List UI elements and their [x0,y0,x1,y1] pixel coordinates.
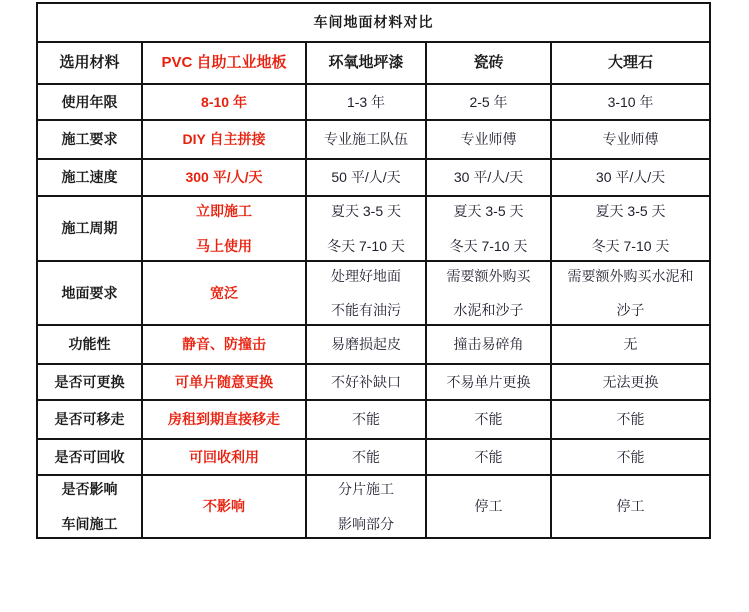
cell-line: 可回收利用 [189,448,259,465]
table-row [37,84,710,120]
header-pvc-floor: PVC 自助工业地板 [142,42,306,84]
cell-line: 不能 [474,448,503,465]
cell-epoxy [306,196,426,261]
cell-line: 不能 [352,448,380,465]
cell-line: 车间施工 [61,515,118,532]
cell-tile [426,475,551,538]
cell-line: 宽泛 [210,284,238,301]
cell-pvc [142,196,306,261]
cell-line: 不能 [616,448,645,465]
cell-line: 水泥和沙子 [453,302,524,318]
cell-pvc [142,475,306,538]
cell-line: 是否可回收 [54,448,125,465]
row-label [37,400,142,439]
header-ceramic-tile: 瓷砖 [426,42,551,84]
cell-epoxy [306,475,426,538]
cell-marble [551,196,710,261]
row-label [37,84,142,120]
cell-line: 是否影响 [61,481,118,498]
cell-pvc [142,400,306,439]
table-row [37,439,710,475]
cell-line: 影响部分 [338,515,394,532]
cell-epoxy [306,400,426,439]
cell-epoxy [306,120,426,159]
cell-epoxy [306,364,426,400]
cell-line: 停工 [474,498,503,515]
cell-line: 30 平/人/天 [453,169,524,186]
cell-tile [426,325,551,364]
cell-line: 无法更换 [602,373,659,390]
cell-epoxy [306,159,426,196]
cell-marble [551,364,710,400]
cell-tile [426,159,551,196]
header-epoxy-paint: 环氧地坪漆 [306,42,426,84]
cell-line: 专业师傅 [602,131,659,148]
cell-line: 施工要求 [61,131,118,148]
cell-pvc [142,325,306,364]
cell-line: 无 [623,336,638,353]
cell-line: 停工 [616,498,645,515]
cell-tile [426,196,551,261]
cell-line: 可单片随意更换 [175,373,273,390]
cell-line: 不易单片更换 [446,373,531,390]
cell-line: 1-3 年 [346,93,386,110]
row-label [37,439,142,475]
cell-line: DIY 自主拼接 [182,131,266,148]
cell-line: 处理好地面 [331,267,401,284]
cell-line: 3-10 年 [607,93,654,110]
cell-line: 2-5 年 [469,93,508,110]
title-row [37,3,710,42]
cell-line: 专业施工队伍 [324,131,408,148]
cell-line: 专业师傅 [460,131,517,148]
cell-line: 夏天 3-5 天 [330,203,401,220]
row-label [37,261,142,325]
row-label [37,159,142,196]
header-marble: 大理石 [551,42,710,84]
cell-epoxy [306,261,426,325]
cell-epoxy [306,84,426,120]
cell-line: 不能 [474,411,503,428]
table-row [37,120,710,159]
cell-epoxy [306,439,426,475]
cell-line: 施工速度 [61,169,118,186]
cell-line: 不能有油污 [331,302,401,318]
cell-pvc [142,84,306,120]
row-label [37,196,142,261]
cell-line: 施工周期 [61,220,118,237]
cell-line: 需要额外购买 [446,267,531,284]
cell-line: 不能 [352,411,380,428]
cell-line: 冬天 7-10 天 [449,237,528,254]
cell-tile [426,84,551,120]
cell-line: 50 平/人/天 [331,169,401,186]
table-row [37,159,710,196]
row-label [37,364,142,400]
cell-tile [426,120,551,159]
cell-marble [551,159,710,196]
cell-marble [551,475,710,538]
cell-pvc [142,439,306,475]
cell-line: 立即施工 [196,203,252,220]
cell-pvc [142,159,306,196]
cell-pvc [142,364,306,400]
cell-line: 马上使用 [196,237,252,254]
table-row [37,400,710,439]
table-row [37,325,710,364]
cell-line: 冬天 7-10 天 [327,237,405,254]
header-material-criteria: 选用材料 [37,42,142,84]
table-row [37,475,710,538]
cell-line: 撞击易碎角 [453,336,524,353]
cell-line: 功能性 [68,336,111,353]
cell-line: 易磨损起皮 [331,336,401,353]
cell-line: 静音、防撞击 [182,336,266,353]
cell-marble [551,400,710,439]
cell-line: 冬天 7-10 天 [591,237,670,254]
cell-pvc [142,261,306,325]
table-row [37,261,710,325]
cell-line: 300 平/人/天 [185,169,263,186]
cell-marble [551,120,710,159]
cell-marble [551,84,710,120]
cell-line: 夏天 3-5 天 [595,203,666,220]
cell-tile [426,439,551,475]
table-row [37,196,710,261]
table-row [37,364,710,400]
row-label [37,325,142,364]
row-label [37,475,142,538]
cell-line: 是否可移走 [54,411,125,428]
cell-line: 房租到期直接移走 [168,411,280,428]
cell-tile [426,364,551,400]
cell-tile [426,261,551,325]
cell-line: 不好补缺口 [331,373,401,390]
cell-marble [551,261,710,325]
cell-line: 夏天 3-5 天 [453,203,524,220]
cell-marble [551,325,710,364]
cell-marble [551,439,710,475]
cell-line: 使用年限 [61,93,118,110]
cell-line: 地面要求 [61,284,118,301]
cell-line: 不影响 [203,498,245,515]
cell-tile [426,400,551,439]
cell-line: 沙子 [616,302,645,318]
cell-line: 是否可更换 [54,373,125,390]
cell-epoxy [306,325,426,364]
cell-pvc [142,120,306,159]
row-label [37,120,142,159]
cell-line: 分片施工 [338,481,394,498]
material-comparison-table [36,2,711,539]
cell-line: 8-10 年 [201,93,247,110]
cell-line: 30 平/人/天 [595,169,666,186]
cell-line: 需要额外购买水泥和 [567,267,694,284]
page-title: 车间地面材料对比 [37,3,710,42]
cell-line: 不能 [616,411,645,428]
header-row [37,42,710,84]
